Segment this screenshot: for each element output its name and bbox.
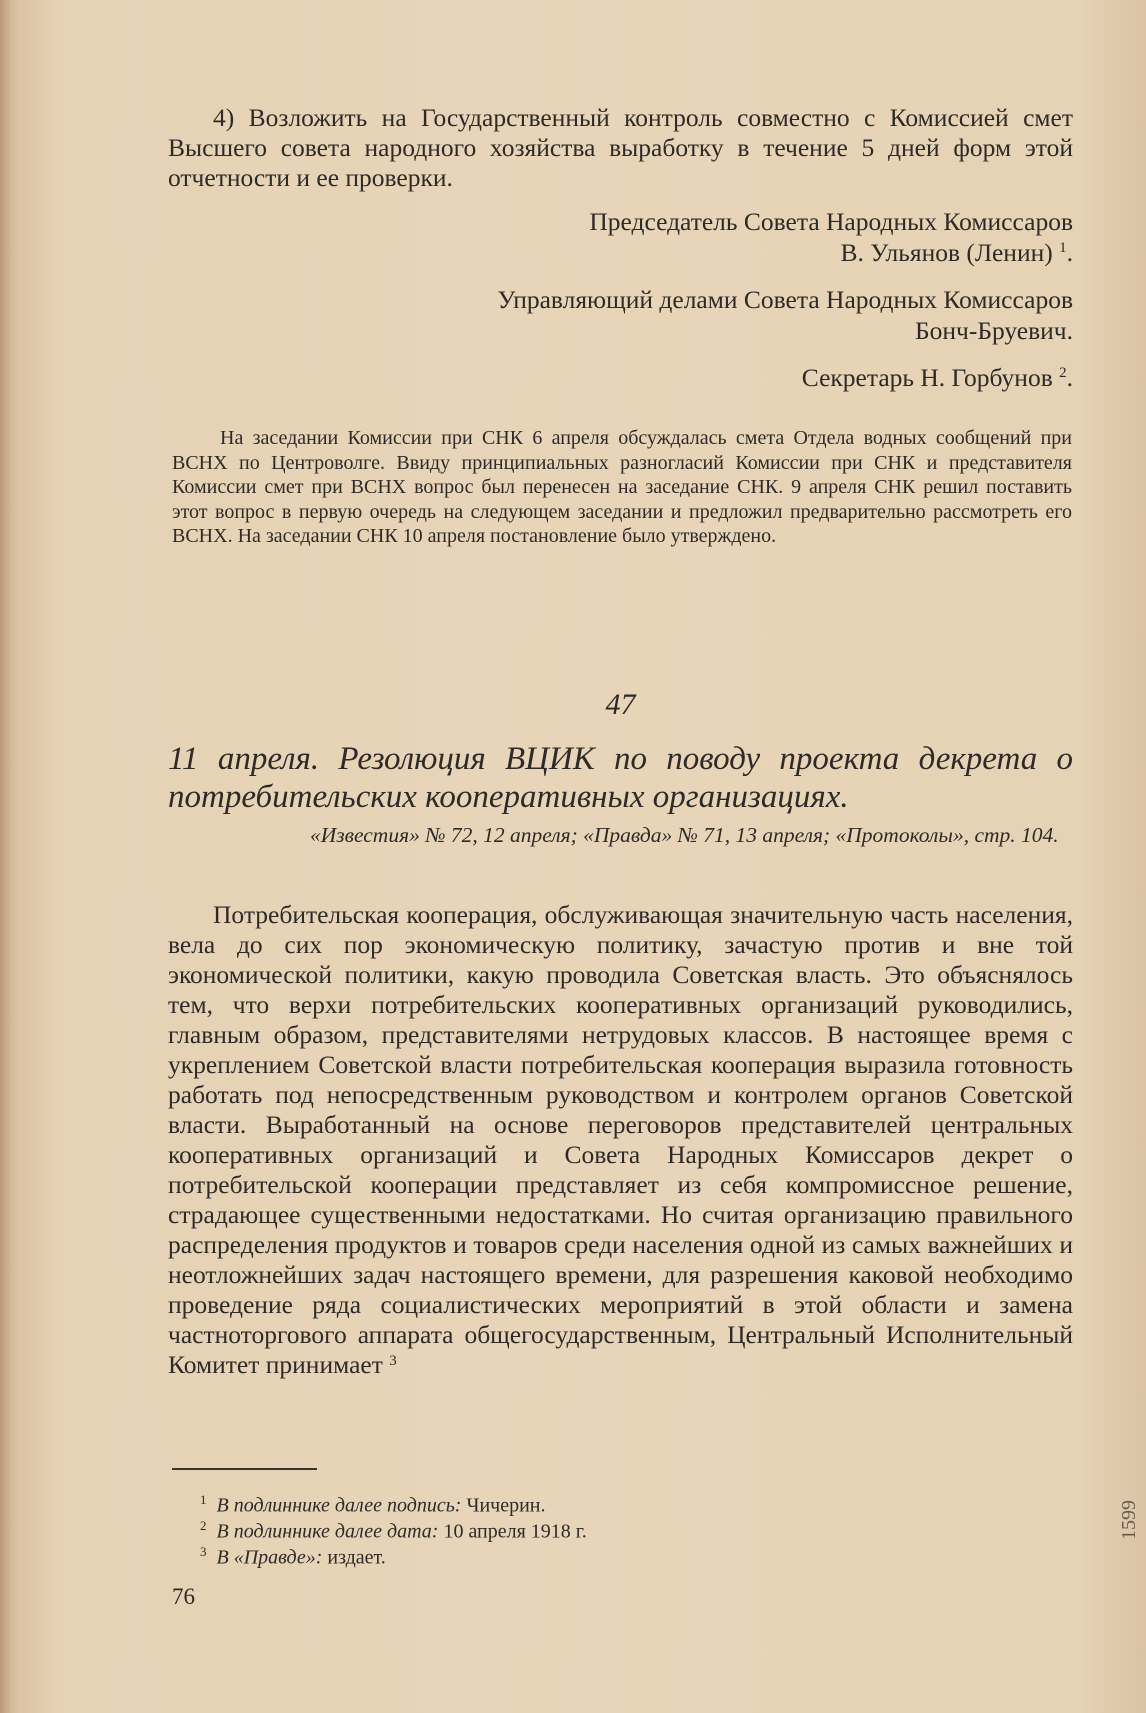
page-number: 76 <box>172 1584 195 1609</box>
footnote-2: $^2$ В подлиннике далее дата: 10 апреля 1918 г. <box>200 1518 587 1543</box>
footnote-ref-3: 3 <box>389 1353 397 1369</box>
signature-chairman-name: В. Ульянов (Ленин) $^1$. <box>840 238 1073 267</box>
document-number: 47 <box>605 688 636 721</box>
signatures <box>168 206 1073 393</box>
footnote-divider <box>172 1468 317 1470</box>
signature-manager-name: Бонч-Бруевич. <box>914 316 1073 345</box>
book-spine-shadow <box>0 0 12 1713</box>
footnote-ref-1: 1 <box>1059 240 1067 256</box>
item-4-block <box>168 103 1073 193</box>
document-source: «Известия» № 72, 12 апреля; «Правда» № 71, 13 апреля; «Протоколы», стр. 104. <box>310 823 1059 847</box>
signature-secretary: Секретарь Н. Горбунов $^2$. <box>801 363 1073 392</box>
document-body-block <box>168 900 1073 1380</box>
footnote-1: $^1$ В подлиннике далее подпись: Чичерин. <box>200 1492 546 1517</box>
footnote-3: $^3$ В «Правде»: издает. <box>200 1544 386 1569</box>
item-4-text: 4) Возложить на Государственный контроль совместно с Комиссией смет Высшего совета народного хозяйства выработку в течение 5 дней форм этой отчетности и ее проверки. <box>168 103 1073 192</box>
editorial-note-block <box>172 426 1072 549</box>
margin-mark: 1599 <box>1118 1500 1140 1540</box>
signature-manager-title: Управляющий делами Совета Народных Комиссаров <box>497 285 1073 314</box>
editorial-note: На заседании Комиссии при СНК 6 апреля обсуждалась смета Отдела водных сообщений при ВСНХ по Центроволге. Ввиду принципиальных разногласий Комиссии при СНК и представителя Комиссии смет при ВСНХ вопрос был перенесен на заседание СНК. 9 апреля СНК решил поставить этот вопрос в первую очередь на следующем заседании и предложил предварительно рассмотреть его ВСНХ. На заседании СНК 10 апреля постановление было утверждено. <box>172 427 1072 547</box>
document-title: 11 апреля. Резолюция ВЦИК по поводу проекта декрета о потребительских кооперативных организациях. <box>168 741 1073 815</box>
signature-chairman-title: Председатель Совета Народных Комиссаров <box>589 207 1073 236</box>
document-body: Потребительская кооперация, обслуживающая значительную часть населения, вела до сих пор экономическую политику, зачастую против и вне той экономической политики, какую проводила Советская власть. Это объяснялось тем, что верхи потребительских кооперативных организаций руководились, главным образом, представителями нетрудовых классов. В настоящее время с укреплением Советской власти потребительская кооперация выразила готовность работать под непосредственным руководством и контролем органов Советской власти. Выработанный на основе переговоров представителей центральных кооперативных организаций и Совета Народных Комиссаров декрет о потребительской кооперации представляет из себя компромиссное решение, страдающее существенными недостатками. Но считая организацию правильного распределения продуктов и товаров среди населения одной из самых важнейших и неотложнейших задач настоящего времени, для разрешения каковой необходимо проведение ряда социалистических мероприятий в этой области и замена частноторгового аппарата общегосударственным, Центральный Исполнительный Комитет принимает $^3$ <box>168 900 1073 1379</box>
footnote-ref-2: 2 <box>1059 365 1067 381</box>
